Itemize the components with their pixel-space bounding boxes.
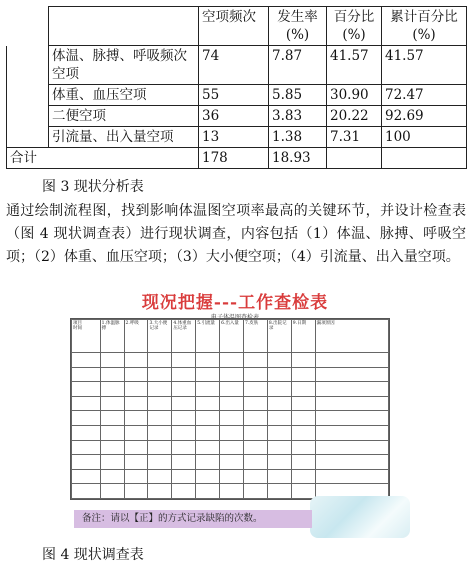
checklist-col-header: 3.大小便记录	[148, 320, 172, 353]
checklist-col-header: 9.日期	[291, 320, 315, 353]
row-pct: 7.31	[327, 127, 382, 148]
row-pct: 41.57	[327, 46, 382, 85]
checklist-col-header: 6.出入量	[220, 320, 244, 353]
total-freq: 178	[199, 148, 269, 169]
table-total-row	[7, 148, 467, 169]
table-row	[7, 46, 467, 85]
row-label: 二便空项	[49, 106, 199, 127]
row-freq: 74	[199, 46, 269, 85]
body-paragraph: 通过绘制流程图，找到影响体温图空项率最高的关键环节，并设计检查表（图 4 现状调查表）进行现状调查，内容包括（1）体温、脉搏、呼吸空项；（2）体重、血压空项；（3）大小便空项；（4）引流量、出入量空项。	[6, 203, 466, 265]
row-cum: 41.57	[382, 46, 467, 85]
row-cum: 100	[382, 127, 467, 148]
checklist-row	[72, 440, 389, 455]
spacer-cell	[7, 127, 49, 148]
checklist-header-row	[72, 320, 389, 353]
table-header-row	[7, 7, 467, 46]
figure3-caption: 图 3 现状分析表	[42, 179, 144, 195]
checklist-row	[72, 411, 389, 426]
empty-cell	[7, 7, 49, 46]
figure4-caption: 图 4 现状调查表	[42, 547, 144, 563]
row-freq: 55	[199, 85, 269, 106]
row-rate: 7.87	[269, 46, 327, 85]
checklist-col-header: 项目 时间	[72, 320, 101, 353]
checklist-row	[72, 367, 389, 382]
row-rate: 3.83	[269, 106, 327, 127]
checklist-col-header: 2.呼吸	[124, 320, 148, 353]
row-pct: 30.90	[327, 85, 382, 106]
row-freq: 13	[199, 127, 269, 148]
row-label: 体重、血压空项	[49, 85, 199, 106]
status-analysis-table	[6, 6, 467, 169]
spacer-cell	[7, 85, 49, 106]
checklist-col-header: 漏项原因	[315, 320, 388, 353]
spacer-cell	[7, 46, 49, 85]
row-cum: 92.69	[382, 106, 467, 127]
checklist-row	[72, 425, 389, 440]
figure4-title: 现况把握---工作查检表	[141, 293, 329, 313]
checklist-row	[72, 382, 389, 397]
checklist-row	[72, 396, 389, 411]
row-freq: 36	[199, 106, 269, 127]
header-pct: 百分比 (%)	[327, 7, 382, 46]
header-cum: 累计百分比 (%)	[382, 7, 467, 46]
figure4-subtitle: 电子体温图查检表	[210, 314, 259, 321]
table-row	[7, 85, 467, 106]
spacer-cell	[7, 106, 49, 127]
row-cum: 72.47	[382, 85, 467, 106]
checklist-note: 备注：请以【正】的方式记录缺陷的次数。	[74, 510, 312, 528]
row-label: 引流量、出入量空项	[49, 127, 199, 148]
row-pct: 20.22	[327, 106, 382, 127]
survey-checklist-figure	[60, 288, 410, 538]
total-cum	[382, 148, 467, 169]
checklist-col-header: 5.引流量	[196, 320, 220, 353]
header-freq: 空项频次	[199, 7, 269, 46]
table-row	[7, 106, 467, 127]
row-rate: 1.38	[269, 127, 327, 148]
checklist-col-header: 4.体重血压记录	[172, 320, 196, 353]
checklist-grid	[71, 319, 389, 499]
checklist-col-header: 8.出院记录	[267, 320, 291, 353]
table-row	[7, 127, 467, 148]
checklist-row	[72, 353, 389, 368]
total-rate: 18.93	[269, 148, 327, 169]
row-rate: 5.85	[269, 85, 327, 106]
checklist-sheet	[70, 318, 390, 500]
header-blank	[49, 7, 199, 46]
checklist-col-header: 1.体温脉搏	[100, 320, 124, 353]
total-pct	[327, 148, 382, 169]
checklist-row	[72, 469, 389, 484]
total-label: 合计	[7, 148, 199, 169]
checklist-col-header: 7.皮肤	[244, 320, 268, 353]
checklist-row	[72, 455, 389, 470]
row-label: 体温、脉搏、呼吸频次空项	[49, 46, 199, 85]
header-rate: 发生率 (%)	[269, 7, 327, 46]
decorative-background	[310, 496, 410, 538]
